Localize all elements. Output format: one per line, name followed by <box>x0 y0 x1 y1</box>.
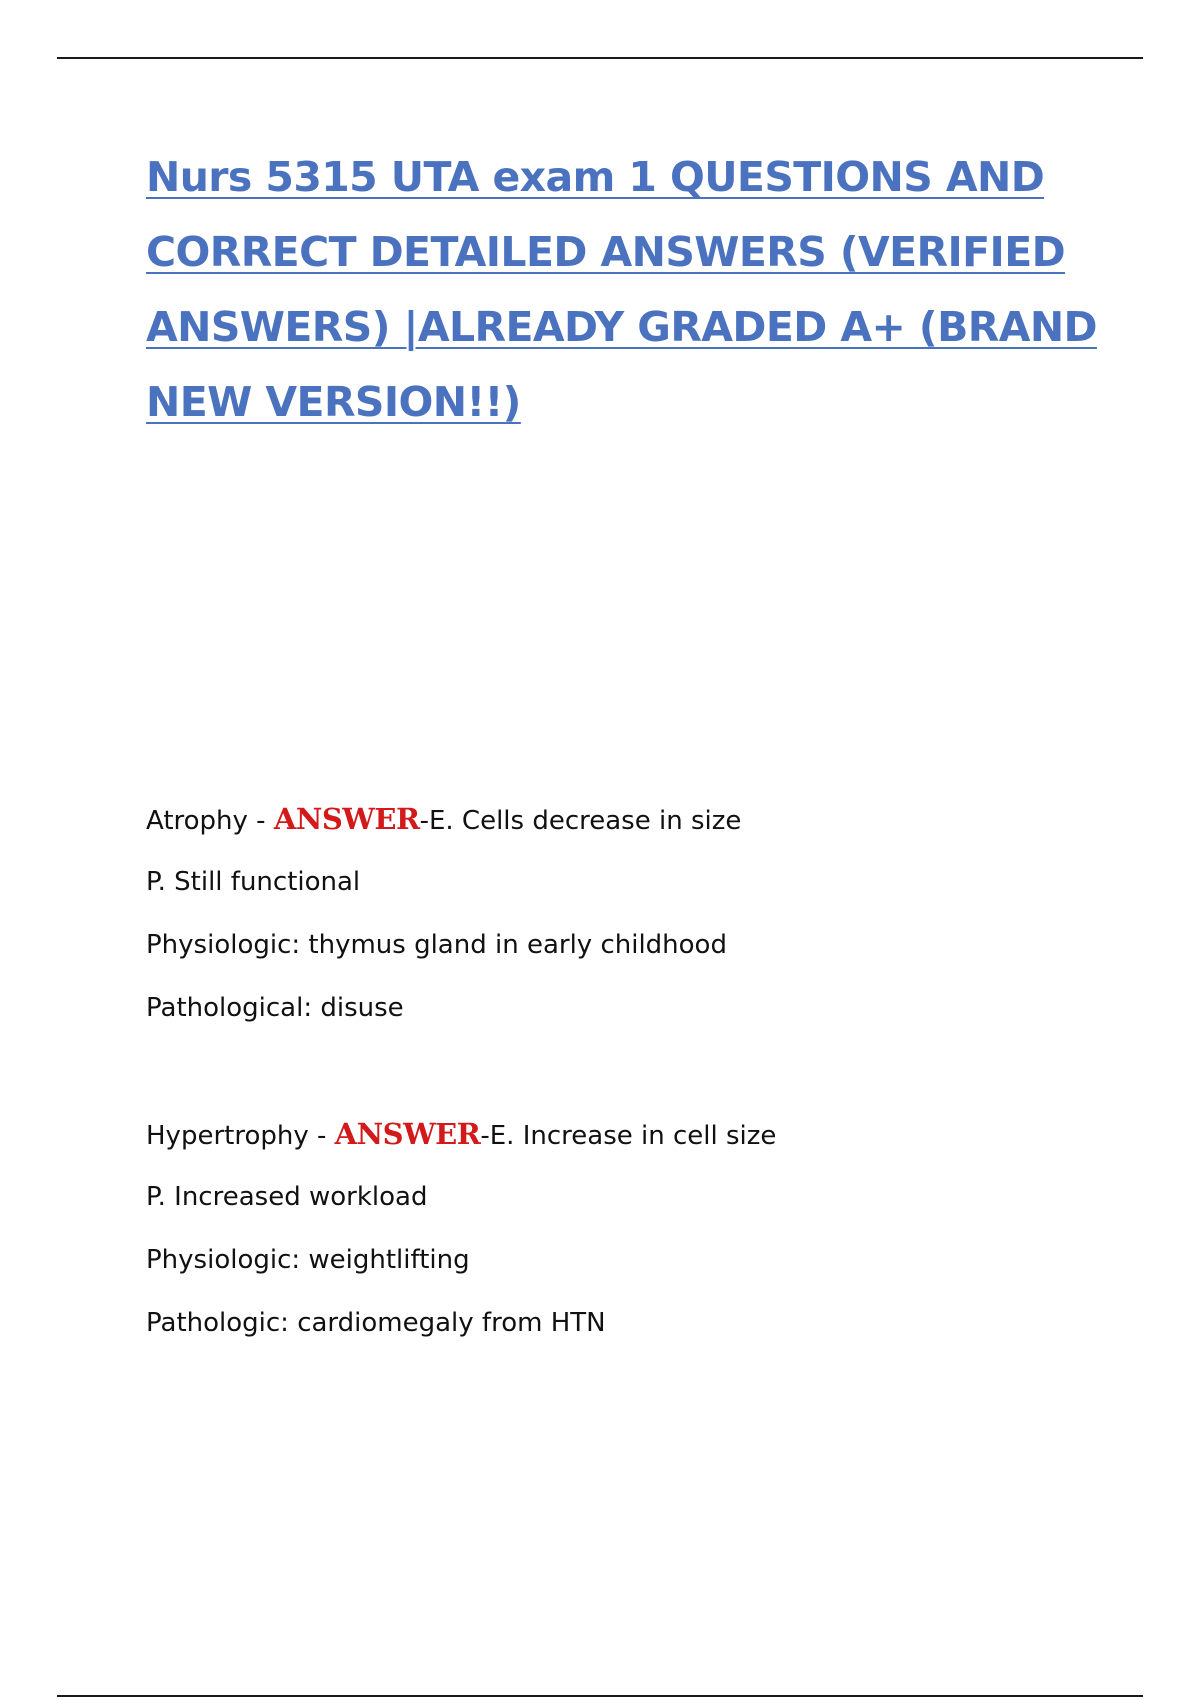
qa-entry-atrophy <box>146 788 1046 1040</box>
answer-detail: Pathologic: cardiomegaly from HTN <box>146 1308 606 1338</box>
question-term: Hypertrophy - <box>146 1121 335 1151</box>
answer-text: -E. Cells decrease in size <box>419 806 742 836</box>
answer-detail: P. Still functional <box>146 867 361 897</box>
title-line: NEW VERSION!!) <box>146 378 521 426</box>
title-line: CORRECT DETAILED ANSWERS (VERIFIED <box>146 228 1066 276</box>
title-line: Nurs 5315 UTA exam 1 QUESTIONS AND <box>146 153 1045 201</box>
answer-detail: Physiologic: weightlifting <box>146 1245 470 1275</box>
answer-label: ANSWER <box>334 1117 481 1151</box>
qa-entry-hypertrophy <box>146 1103 1046 1355</box>
bottom-rule <box>57 1695 1143 1697</box>
answer-detail: Physiologic: thymus gland in early childhood <box>146 930 727 960</box>
question-term: Atrophy - <box>146 806 274 836</box>
answer-detail: P. Increased workload <box>146 1182 428 1212</box>
title-line: ANSWERS) |ALREADY GRADED A+ (BRAND <box>146 303 1097 351</box>
question-line <box>146 1103 1046 1166</box>
document-title[interactable] <box>146 140 1106 440</box>
answer-detail: Pathological: disuse <box>146 993 404 1023</box>
question-line <box>146 788 1046 851</box>
answer-text: -E. Increase in cell size <box>480 1121 777 1151</box>
top-rule <box>57 57 1143 59</box>
answer-label: ANSWER <box>273 802 420 836</box>
